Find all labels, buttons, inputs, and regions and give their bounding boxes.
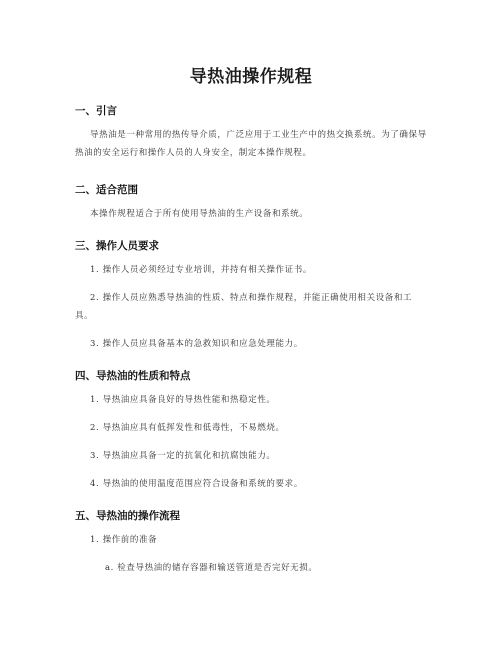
oil-property-item: 4. 导热油的使用温度范围应符合设备和系统的要求。 [90,479,303,489]
introduction-paragraph: 导热油是一种常用的热传导介质，广泛应用于工业生产中的热交换系统。为了确保导热油的安全运行和操作人员的人身安全，制定本操作规程。 [75,130,427,158]
operation-step-heading: 1. 操作前的准备 [90,535,158,545]
scope-paragraph: 本操作规程适合于所有使用导热油的生产设备和系统。 [90,209,309,219]
operator-requirement-item: 1. 操作人员必须经过专业培训，并持有相关操作证书。 [90,265,312,275]
section-heading-oil-properties: 四、导热油的性质和特点 [75,370,191,382]
section-heading-scope: 二、适合范围 [75,184,138,196]
oil-property-item: 2. 导热油应具有低挥发性和低毒性，不易燃烧。 [90,423,285,433]
oil-property-item: 1. 导热油应具备良好的导热性能和热稳定性。 [90,395,276,405]
document-title: 导热油操作规程 [189,67,313,87]
section-heading-introduction: 一、引言 [75,105,117,117]
operation-substep: a. 检查导热油的储存容器和输送管道是否完好无损。 [105,563,318,573]
oil-property-item: 3. 导热油应具备一定的抗氧化和抗腐蚀能力。 [90,451,276,461]
operator-requirement-item: 3. 操作人员应具备基本的急救知识和应急处理能力。 [90,339,303,349]
section-heading-operator-requirements: 三、操作人员要求 [75,240,159,252]
section-heading-operation-process: 五、导热油的操作流程 [75,510,180,522]
operator-requirement-item: 2. 操作人员应熟悉导热油的性质、特点和操作规程，并能正确使用相关设备和工具。 [75,293,413,321]
